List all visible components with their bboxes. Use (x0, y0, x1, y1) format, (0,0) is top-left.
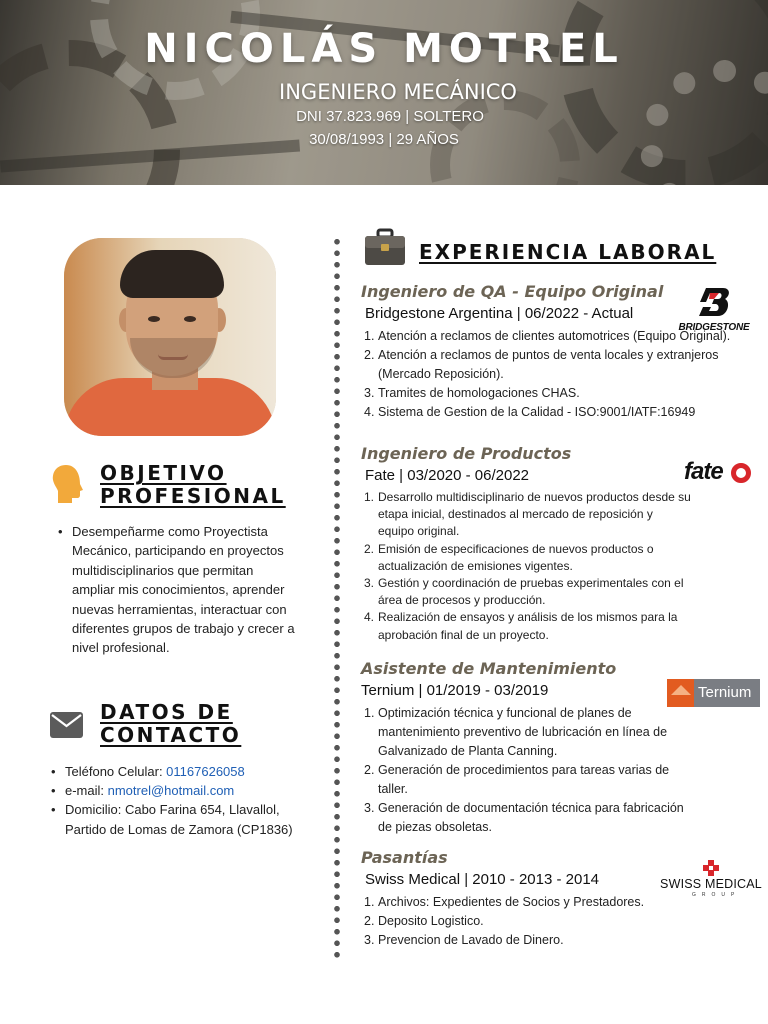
contact-address-item: • Domicilio: Cabo Farina 654, Llavallol, Partido de Lomas de Zamora (CP1836) (50, 800, 300, 838)
swiss-medical-logo (660, 860, 762, 900)
job-company: Fate | 03/2020 - 06/2022 (365, 467, 530, 484)
job-duty: 3. Tramites de homologaciones CHAS. (364, 386, 580, 400)
candidate-name: NICOLÁS MOTREL (144, 26, 624, 72)
swiss-medical-group-text: GROUP (692, 892, 741, 898)
job-duty: 4. Sistema de Gestion de la Calidad - ISO:9001/IATF:16949 (364, 405, 696, 419)
phone-link[interactable]: 01167626058 (166, 764, 245, 779)
job-title: Asistente de Mantenimiento (361, 659, 617, 678)
ternium-logo (667, 679, 760, 707)
phone-label: Teléfono Celular: (65, 764, 167, 779)
job-duties (361, 704, 696, 837)
email-link[interactable]: nmotrel@hotmail.com (107, 783, 235, 799)
contact-heading (100, 701, 241, 747)
contact-email-item (50, 781, 300, 800)
job-duty: 3. Prevencion de Lavado de Dinero. (364, 933, 564, 947)
job-title: Pasantías (361, 848, 448, 867)
briefcase-icon (364, 228, 406, 266)
fate-logo (684, 458, 754, 492)
envelope-icon (50, 712, 83, 738)
experience-heading: EXPERIENCIA LABORAL (419, 240, 717, 264)
job-duty: 4. Realización de ensayos y análisis de los mismos para la aprobación final de un proyecto. (364, 610, 678, 642)
job-duty: 1. Desarrollo multidisciplinario de nuevos productos desde su etapa inicial, destinados al mercado de reposición y equipo original. (364, 490, 691, 539)
job-duties (361, 489, 691, 644)
fate-wordmark: fate (684, 458, 723, 485)
job-title: Ingeniero de Productos (361, 444, 572, 463)
ternium-wordmark: Ternium (698, 684, 752, 701)
bridgestone-wordmark: BRIDGESTONE (678, 322, 750, 333)
objective-heading-line2: PROFESIONAL (100, 484, 286, 508)
job-duty: 2. Generación de procedimientos para tareas varias de taller. (364, 763, 670, 796)
job-duty: 3. Generación de documentación técnica para fabricación de piezas obsoletas. (364, 801, 684, 834)
candidate-title: INGENIERO MECÁNICO (279, 80, 517, 104)
objective-list (56, 522, 296, 658)
job-title: Ingeniero de QA - Equipo Original (361, 282, 664, 301)
birth-line: 30/08/1993 | 29 AÑOS (309, 131, 459, 148)
header-banner (0, 0, 768, 185)
contact-heading-line1: DATOS DE (100, 700, 233, 724)
bridgestone-b-icon (697, 287, 731, 317)
email-label: e-mail: (65, 783, 108, 799)
contact-phone-item (50, 762, 300, 781)
job-company: Ternium | 01/2019 - 03/2019 (361, 682, 549, 699)
contact-list (50, 762, 300, 839)
fate-ring-icon (731, 463, 751, 483)
job-company: Swiss Medical | 2010 - 2013 - 2014 (365, 871, 600, 888)
dotted-divider (334, 236, 340, 960)
job-duties (361, 893, 691, 950)
profile-photo (64, 238, 276, 436)
swiss-medical-wordmark: SWISS MEDICAL (660, 877, 762, 891)
job-duty: 1. Atención a reclamos de clientes automotrices (Equipo Original). (364, 329, 731, 343)
contact-heading-line2: CONTACTO (100, 723, 242, 747)
job-duty: 1. Optimización técnica y funcional de planes de mantenimiento preventivo de lubricación en línea de Galvanizado de Planta Canning. (364, 706, 668, 758)
job-duty: 2. Deposito Logistico. (364, 914, 484, 928)
objective-text: • Desempeñarme como Proyectista Mecánico, participando en proyectos multidisciplinarios que permitan ampliar mis conocimientos, aprender nuevas herramientas, interactuar con diferentes grupos de trabajo y crecer a nivel profesional. (56, 522, 296, 658)
id-line: DNI 37.823.969 | SOLTERO (296, 108, 484, 125)
ternium-mark-icon (667, 679, 694, 707)
job-duties (361, 327, 761, 422)
job-duty: 2. Emisión de especificaciones de nuevos productos o actualización de emisiones vigentes. (364, 541, 654, 573)
bridgestone-logo (676, 287, 752, 335)
job-duty: 1. Archivos: Expedientes de Socios y Prestadores. (364, 895, 645, 909)
job-company: Bridgestone Argentina | 06/2022 - Actual (365, 305, 634, 322)
objective-heading (100, 462, 286, 508)
job-duty: 3. Gestión y coordinación de pruebas experimentales con el área de procesos y producción. (364, 576, 684, 608)
job-duty: 2. Atención a reclamos de puntos de venta locales y extranjeros (Mercado Reposición). (364, 348, 719, 381)
swiss-cross-icon (703, 860, 719, 876)
head-profile-icon (50, 464, 84, 504)
objective-heading-line1: OBJETIVO (100, 461, 227, 485)
